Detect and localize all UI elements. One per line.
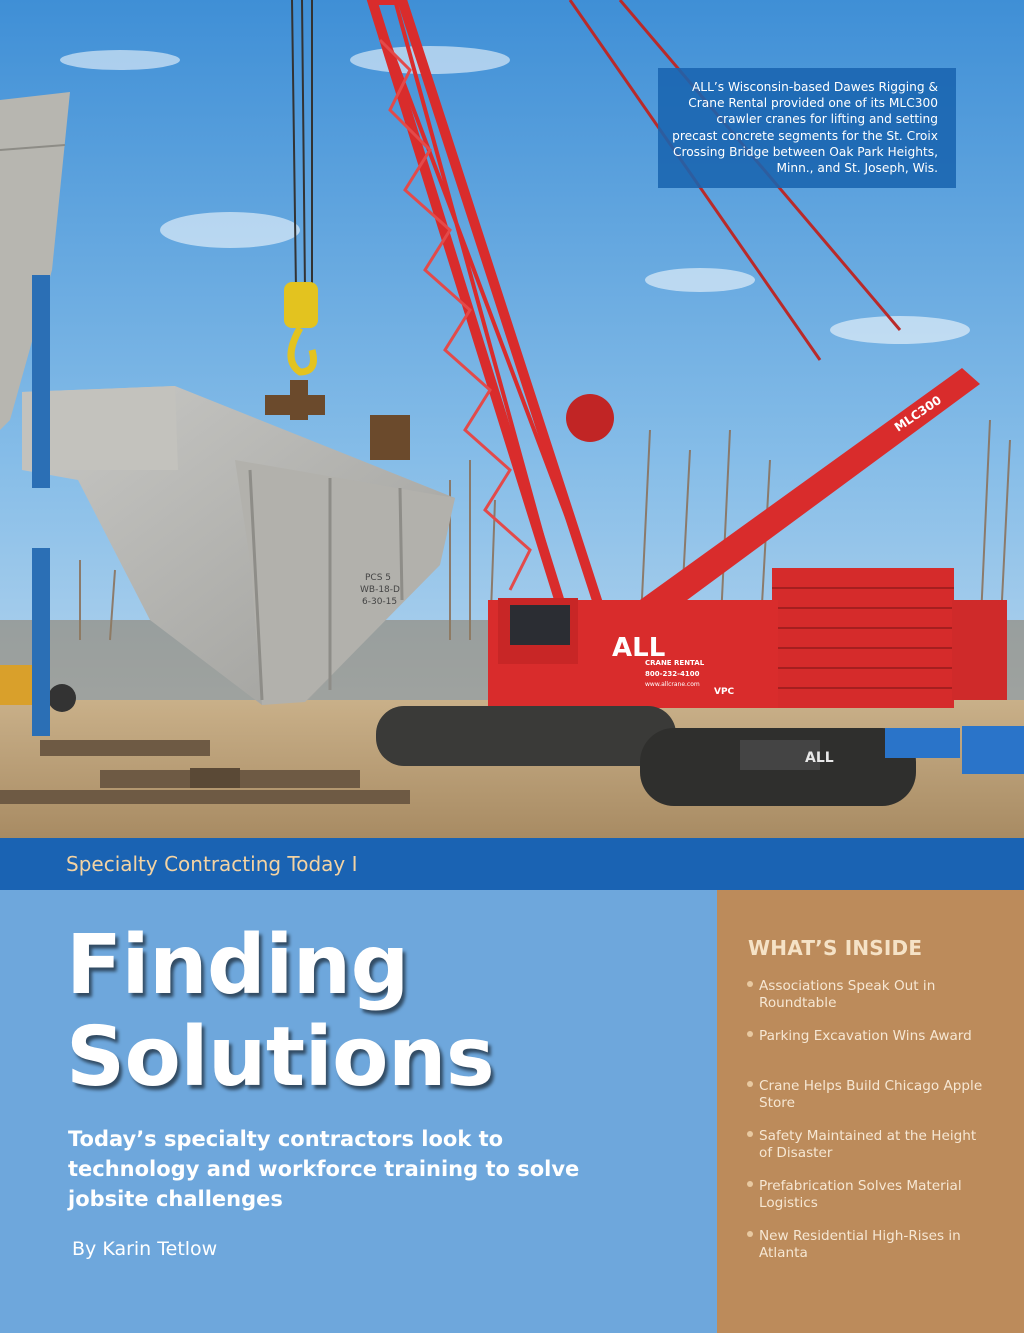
track-logo: ALL (805, 750, 834, 766)
bullet-icon (747, 1131, 753, 1137)
bullet-icon (747, 1081, 753, 1087)
article-byline: By Karin Tetlow (72, 1238, 218, 1260)
whats-inside-item-text: Crane Helps Build Chicago Apple Store (759, 1078, 983, 1111)
whats-inside-item (747, 1228, 987, 1278)
whats-inside-item (747, 1178, 987, 1228)
whats-inside-item-text: Safety Maintained at the Height of Disaster (759, 1128, 977, 1161)
whats-inside-item (747, 978, 987, 1028)
whats-inside-item-text: Parking Excavation Wins Award (759, 1028, 972, 1044)
article-header (0, 890, 717, 1333)
whats-inside-item (747, 1078, 987, 1128)
bullet-icon (747, 1231, 753, 1237)
bullet-icon (747, 981, 753, 987)
article-title-line-2: Solutions (66, 1010, 495, 1105)
whats-inside-heading: WHAT’S INSIDE (748, 936, 923, 960)
whats-inside-list (747, 978, 987, 1278)
crane-body-logo: ALL (612, 633, 666, 663)
crane-body (488, 598, 778, 708)
bullet-icon (747, 1031, 753, 1037)
crane-boom-label: MLC300 (891, 392, 944, 435)
whats-inside-item (747, 1028, 987, 1078)
crane-body-sub: CRANE RENTAL (645, 659, 705, 667)
whats-inside-item (747, 1128, 987, 1178)
whats-inside-sidebar (717, 890, 1024, 1333)
bullet-icon (747, 1181, 753, 1187)
whats-inside-item-text: New Residential High-Rises in Atlanta (759, 1228, 961, 1261)
crane-web: www.allcrane.com (645, 681, 700, 688)
article-title (66, 920, 494, 1104)
side-accent-bar-bottom (32, 548, 50, 736)
article-title-line-1: Finding (66, 918, 409, 1013)
whats-inside-item-text: Associations Speak Out in Roundtable (759, 978, 936, 1011)
segment-marking-2: WB-18-D (360, 585, 400, 595)
photo-caption: ALL’s Wisconsin-based Dawes Rigging & Crane Rental provided one of its MLC300 crawler cranes for lifting and setting precast concrete segments for the St. Croix Crossing Bridge between Oak Park Heights, Minn., and St. Joseph, Wis. (658, 68, 956, 188)
crane-vpc: VPC (714, 687, 735, 697)
article-subtitle: Today’s specialty contractors look to technology and workforce training to solve jobsite challenges (68, 1127, 580, 1211)
section-label: Specialty Contracting Today I (66, 852, 358, 876)
section-band (0, 838, 1024, 890)
segment-marking-1: PCS 5 (365, 573, 392, 583)
segment-marking-3: 6-30-15 (362, 597, 398, 607)
crane-phone: 800-232-4100 (645, 670, 700, 678)
side-accent-bar-top (32, 275, 50, 488)
whats-inside-item-text: Prefabrication Solves Material Logistics (759, 1178, 962, 1211)
